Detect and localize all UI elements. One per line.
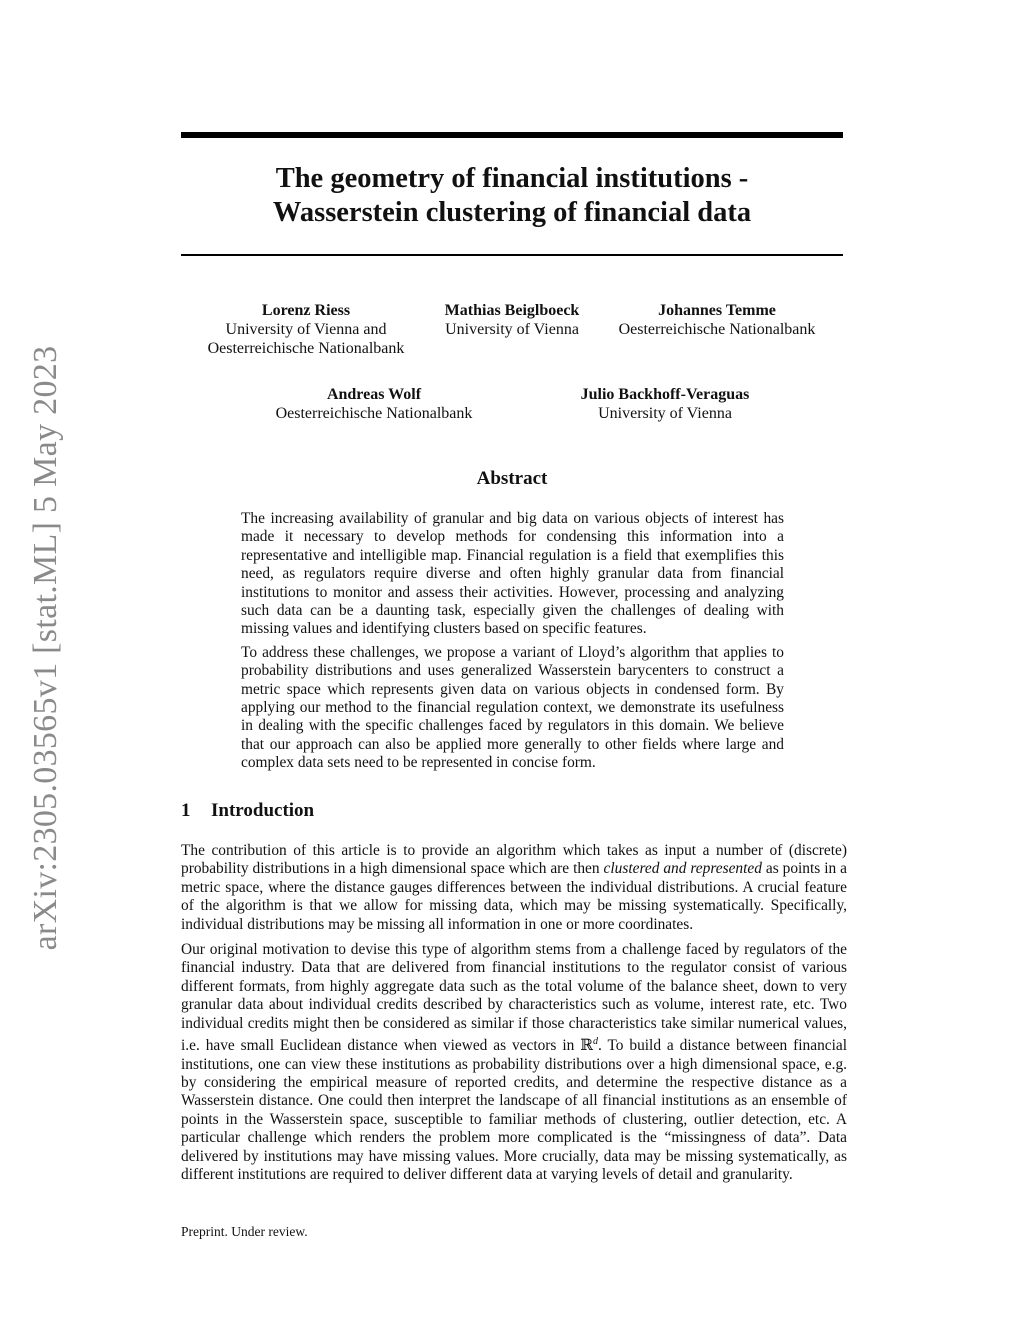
abstract-heading: Abstract <box>476 468 548 489</box>
author-name: Lorenz Riess <box>261 302 351 319</box>
author-block <box>581 385 750 423</box>
introduction-body <box>181 842 847 1184</box>
author-affiliation: Oesterreichische Nationalbank <box>275 405 473 422</box>
author-name: Johannes Temme <box>658 302 776 319</box>
author-name: Julio Backhoff-Veraguas <box>580 386 750 403</box>
abstract-paragraph: To address these challenges, we propose a variant of Lloyd’s algorithm that applies to probability distributions and uses generalized Wasserstein barycenters to construct a metric space which represents given data on various objects in condensed form. By applying our method to the financial regulation context, we demonstrate its usefulness in dealing with the specific challenges faced by regulators in this domain. We believe that our approach can also be applied more generally to other fields where large and complex data sets need to be represented in concise form. <box>241 643 784 772</box>
text-run: The contribution of this article is to provide an algorithm which takes as input a number of (discrete) probability distributions in a high dimensional space which are then <box>181 842 847 878</box>
arxiv-identifier-stamp[interactable]: arXiv:2305.03565v1 [stat.ML] 5 May 2023 <box>27 345 64 951</box>
author-block <box>208 301 405 358</box>
math-superscript: d <box>592 1036 598 1048</box>
text-run: . To build a distance between financial institutions, one can view these institutions as probability distributions over a high dimensional space, e.g. by considering the empirical measure of reported credits, and determine the respective distance as a Wasserstein distance. One could then interpret the landscape of all financial institutions as an ensemble of points in the Wasserstein space, susceptible to familiar methods of clustering, outlier detection, etc. A particular challenge which renders the problem more complicated is the “missingness of data”. Data delivered by institutions may have missing values. More crucially, data may be missing systematically, as different institutions are required to deliver different data at varying levels of detail and granularity. <box>181 1037 847 1184</box>
author-name: Andreas Wolf <box>326 386 422 403</box>
author-block <box>276 385 473 423</box>
text-run: Our original motivation to devise this type of algorithm stems from a challenge faced by regulators of the financial industry. Data that are delivered from financial institutions to the regulator consist of various different formats, from highly aggregate data such as the total volume of the balance sheet, down to very granular data about individual credits described by characteristics such as volume, interest rate, etc. Two individual credits might then be considered as similar if those characteristics take similar numerical values, i.e. have small Euclidean distance when viewed as vectors in <box>181 941 847 1055</box>
author-name: Mathias Beiglboeck <box>444 302 580 319</box>
author-affiliation: University of Vienna <box>445 321 579 338</box>
paper-title <box>181 162 843 230</box>
intro-paragraph <box>181 842 847 934</box>
section-heading <box>181 800 314 822</box>
abstract-body <box>241 510 784 773</box>
abstract-paragraph: The increasing availability of granular and big data on various objects of interest has made it necessary to develop methods for condensing this information into a representative and intelligible map. Financial regulation is a field that exemplifies this need, as regulators require diverse and often highly granular data from financial institutions to monitor and assess their activities. However, processing and analyzing such data can be a daunting task, especially given the challenges of dealing with missing values and identifying clusters based on specific features. <box>241 510 784 638</box>
author-affiliation: University of Vienna <box>598 405 732 422</box>
section-number: 1 <box>181 800 191 821</box>
intro-paragraph <box>181 941 847 1184</box>
author-affiliation: Oesterreichische Nationalbank <box>618 321 816 338</box>
footer-note: Preprint. Under review. <box>181 1224 308 1239</box>
text-run: as points in a metric space, where the distance gauges differences between the individual distributions. A crucial feature of the algorithm is that we allow for missing data, which may be missing systematically. Specifically, individual distributions may be missing all information in one or more coordinates. <box>181 860 847 933</box>
math-symbol: ℝ <box>580 1037 593 1055</box>
author-block <box>619 301 816 339</box>
author-affiliation: University of Vienna and <box>225 321 387 338</box>
title-line-1: The geometry of financial institutions - <box>275 163 749 194</box>
title-line-2: Wasserstein clustering of financial data <box>272 197 752 228</box>
author-affiliation: Oesterreichische Nationalbank <box>207 340 405 357</box>
section-title: Introduction <box>211 800 315 821</box>
math-real-space <box>580 1037 598 1054</box>
title-top-rule <box>181 132 843 138</box>
author-block <box>445 301 580 339</box>
title-bottom-rule <box>181 254 843 256</box>
emphasis-text: clustered and represented <box>603 860 762 878</box>
